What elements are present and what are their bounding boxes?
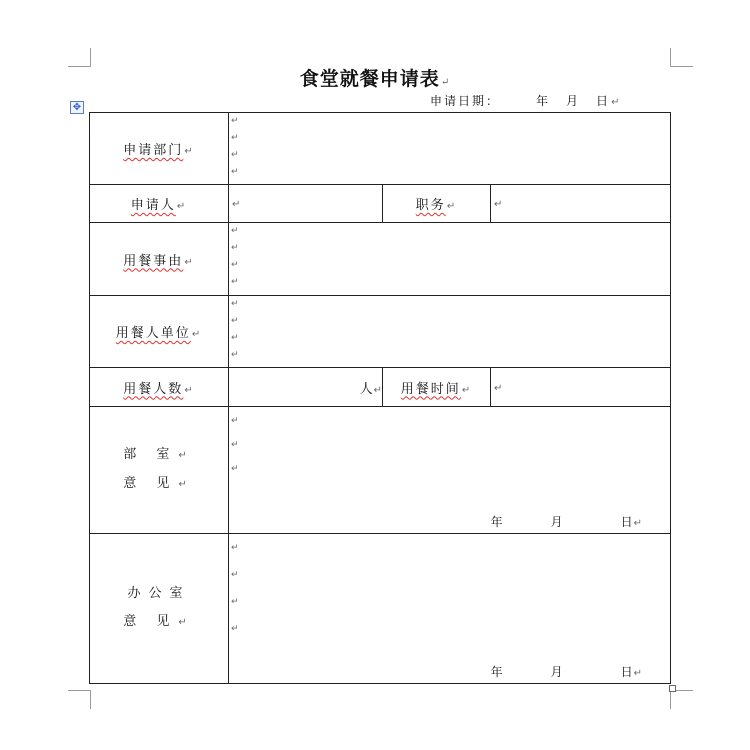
row-dept-opinion [90, 407, 671, 534]
table-move-handle-icon[interactable]: ✥ [70, 101, 84, 114]
unit-label-cell: 用餐人单位↵ [90, 296, 229, 368]
count-input-cell[interactable]: 人↵ [229, 368, 383, 407]
position-input-cell[interactable]: ↵ [491, 185, 671, 223]
dept-opinion-date: 年 月 日↵ [490, 515, 642, 529]
dept-opinion-input-cell[interactable]: ↵ ↵ ↵ 年 月 日↵ [229, 407, 671, 534]
office-opinion-input-cell[interactable]: ↵ ↵ ↵ ↵ 年 月 日↵ [229, 534, 671, 684]
page-corner-bottom-right [670, 690, 693, 709]
row-unit [90, 296, 671, 368]
table-resize-handle-icon[interactable] [669, 685, 676, 692]
count-label-cell: 用餐人数↵ [90, 368, 229, 407]
position-label-cell: 职务↵ [383, 185, 491, 223]
time-input-cell[interactable]: ↵ [491, 368, 671, 407]
applicant-label-cell: 申请人↵ [90, 185, 229, 223]
unit-input-cell[interactable]: ↵ ↵ ↵ ↵ [229, 296, 671, 368]
office-opinion-date: 年 月 日↵ [490, 665, 642, 679]
time-label-cell: 用餐时间↵ [383, 368, 491, 407]
applicant-input-cell[interactable]: ↵ [229, 185, 383, 223]
row-department [90, 113, 671, 185]
reason-input-cell[interactable]: ↵ ↵ ↵ ↵ [229, 223, 671, 296]
reason-label-cell: 用餐事由↵ [90, 223, 229, 296]
department-input-cell[interactable]: ↵ ↵ ↵ ↵ [229, 113, 671, 185]
document-title: 食堂就餐申请表↵ [299, 68, 451, 90]
application-form-table [89, 112, 671, 684]
row-office-opinion [90, 534, 671, 684]
row-applicant [90, 185, 671, 223]
apply-date-line: 申请日期： 年 月 日↵ [430, 94, 622, 108]
dept-opinion-label-cell: 部 室↵ 意 见↵ [90, 407, 229, 534]
paragraph-mark: ↵ [440, 77, 451, 88]
row-reason [90, 223, 671, 296]
office-opinion-label-cell: 办公室 意 见↵ [90, 534, 229, 684]
department-label-cell: 申请部门↵ [90, 113, 229, 185]
row-count [90, 368, 671, 407]
page-corner-bottom-left [68, 690, 91, 709]
